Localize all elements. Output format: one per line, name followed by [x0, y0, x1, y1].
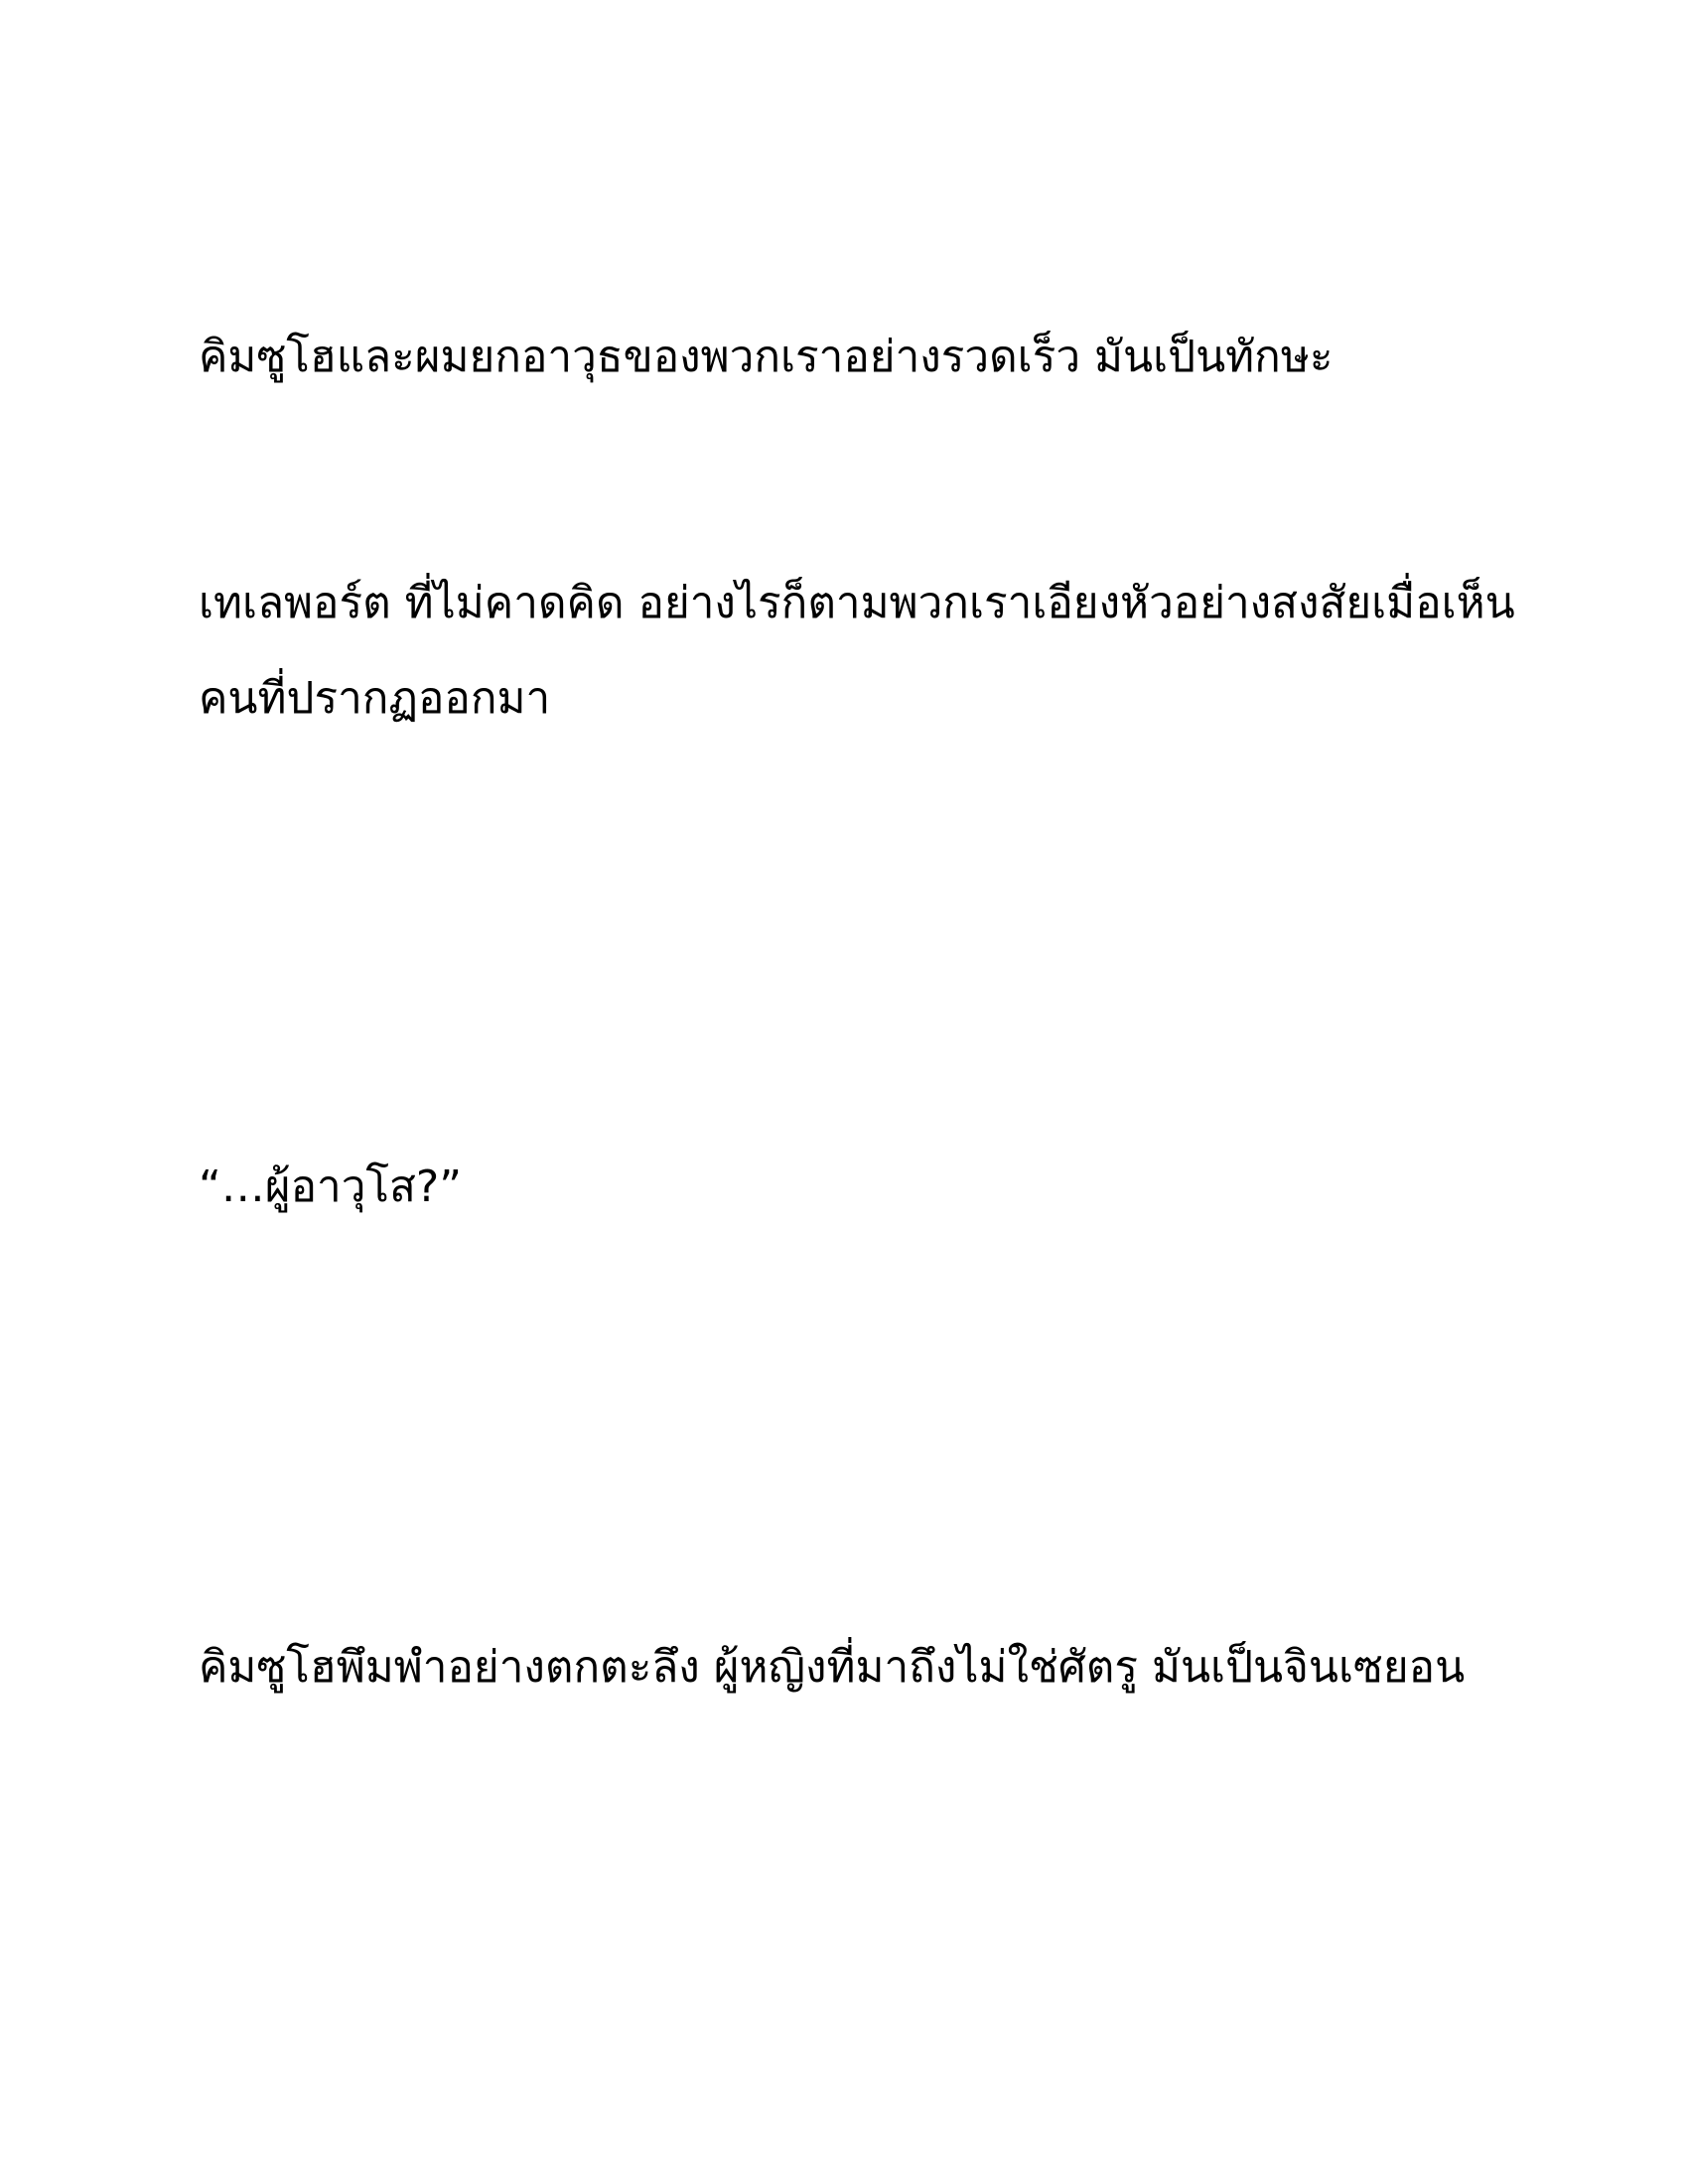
paragraph-line: เทเลพอร์ต ที่ไม่คาดคิด อย่างไรก็ตามพวกเราเอียงหัวอย่างสงสัยเมื่อเห็น: [199, 578, 1515, 628]
dialogue-line: [199, 1140, 1489, 1235]
paragraph-line: คนที่ปรากฏออกมา: [199, 673, 551, 724]
paragraph-line: คิมซูโฮพึมพำอย่างตกตะลึง ผู้หญิงที่มาถึงไม่ใช่ศัตรู มันเป็นจินเซยอน: [199, 1642, 1466, 1693]
paragraph-2: [199, 556, 1515, 747]
paragraph-1: [199, 310, 1489, 405]
paragraph-4: [199, 1620, 1489, 1715]
paragraph-line: “…ผู้อาวุโส?”: [199, 1161, 463, 1212]
paragraph-line: คิมซูโฮและผมยกอาวุธของพวกเราอย่างรวดเร็ว มันเป็นทักษะ: [199, 332, 1334, 382]
